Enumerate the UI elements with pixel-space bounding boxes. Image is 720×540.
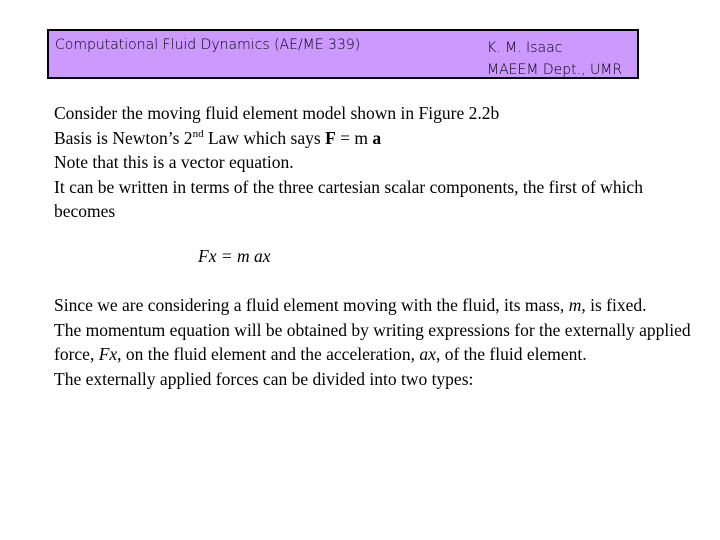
line-momentum-equation [54,318,694,367]
mass-text-a: Since we are considering a fluid element moving with the fluid, its mass, [54,295,569,315]
header-box [47,29,639,79]
department: MAEEM Dept., UMR [487,62,623,78]
author-block [487,37,622,81]
line-vector-note: Note that this is a vector equation. [54,152,294,172]
newton-text-b: Law which says [203,127,326,148]
newton-text-a: Basis is Newton’s 2 [54,127,193,148]
mass-symbol: m [568,295,582,315]
line-force-types: The externally applied forces can be divided into two types: [54,368,474,389]
paragraph-2 [54,293,694,391]
course-title: Computational Fluid Dynamics (AE/ME 339) [55,37,361,53]
momentum-text-b: , on the fluid element and the acceleration, [117,344,420,364]
line-scalar-components: It can be written in terms of the three cartesian scalar components, the first of which becomes [54,176,643,221]
force-symbol: Fx [98,344,118,364]
momentum-text-a: The momentum equation will be obtained by writing expressions for the externally applied force, [54,319,691,364]
author-name: K. M. Isaac [487,40,563,56]
momentum-text-c: , of the fluid element. [435,344,587,364]
force-vector: F [325,127,336,148]
line-mass-fixed [54,293,694,318]
line-newton-law [54,126,694,151]
acceleration-vector: a [372,127,382,148]
ordinal-superscript: nd [192,127,204,140]
equals-mass: = m [335,127,373,148]
acceleration-symbol: ax [419,344,436,364]
line-figure-reference: Consider the moving fluid element model shown in Figure 2.2b [54,103,500,123]
equation-fx: Fx = m ax [198,246,271,266]
mass-text-b: , is fixed. [581,295,647,315]
paragraph-1 [54,101,694,224]
